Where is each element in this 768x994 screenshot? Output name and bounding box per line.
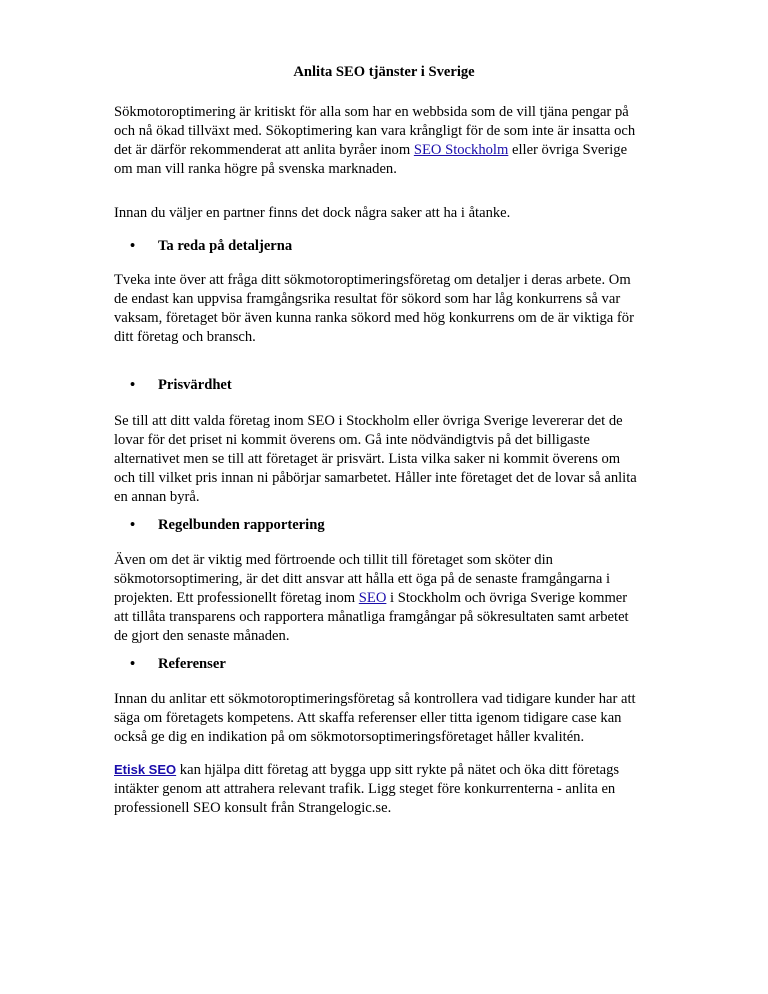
paragraph-line: sökmotorsoptimering, är det ditt ansvar att hålla ett öga på de senaste framgångarna i — [114, 571, 611, 587]
paragraph-line: vaksam, företaget bör även kunna ranka sökord med hög konkurrens om de är viktiga för — [114, 310, 634, 326]
text-span: det är därför rekommenderat att anlita byråer inom — [114, 142, 414, 158]
paragraph-line — [114, 589, 659, 608]
paragraph-line: Tveka inte över att fråga ditt sökmotoroptimeringsföretag om detaljer i deras arbete. Om — [114, 272, 631, 288]
bullet-icon: • — [130, 656, 136, 672]
text-span: eller övriga Sverige — [508, 142, 628, 158]
paragraph-line: lovar för det priset ni kommit överens om. Gå inte nödvändigtvis på det billigaste — [114, 432, 590, 448]
paragraph-line: de endast kan uppvisa framgångsrika resultat för sökord som har låg konkurrens så var — [114, 291, 621, 307]
section-heading: Referenser — [158, 656, 226, 672]
paragraph-line: Innan du anlitar ett sökmotoroptimeringsföretag så kontrollera vad tidigare kunder har att — [114, 691, 636, 707]
paragraph-line: Sökmotoroptimering är kritiskt för alla som har en webbsida som de vill tjäna pengar på — [114, 104, 629, 120]
section-paragraph-details — [114, 271, 659, 347]
paragraph-line: om man vill ranka högre på svenska marknaden. — [114, 161, 397, 177]
paragraph-line: ditt företag och bransch. — [114, 329, 256, 345]
bullet-heading-details — [130, 237, 292, 256]
paragraph-line: och till vilket pris innan ni påbörjar samarbetet. Håller inte företaget det de lovar så anlita — [114, 470, 637, 486]
bullet-heading-pricing — [130, 376, 232, 395]
paragraph-line: också ge dig en indikation på om sökmotorsoptimeringsföretaget håller kvalitén. — [114, 729, 585, 745]
text-span: projekten. Ett professionellt företag inom — [114, 590, 359, 606]
paragraph-line: Se till att ditt valda företag inom SEO i Stockholm eller övriga Sverige levererar det de — [114, 413, 623, 429]
paragraph-line: att tillåta transparens och rapportera månatliga framgångar på sökresultaten samt arbetet — [114, 609, 629, 625]
paragraph-line — [114, 141, 659, 160]
paragraph-line: säga om företagets kompetens. Att skaffa referenser eller titta igenom tidigare case kan — [114, 710, 622, 726]
text-span: kan hjälpa ditt företag att bygga upp sitt rykte på nätet och öka ditt företags — [176, 762, 620, 778]
paragraph-line: Innan du väljer en partner finns det dock några saker att ha i åtanke. — [114, 205, 511, 221]
bullet-icon: • — [130, 517, 136, 533]
paragraph-line — [114, 760, 659, 780]
page-title: Anlita SEO tjänster i Sverige — [293, 64, 475, 80]
intro-paragraph — [114, 103, 659, 179]
paragraph-line: en annan byrå. — [114, 489, 200, 505]
bullet-icon: • — [130, 377, 136, 393]
section-heading: Regelbunden rapportering — [158, 517, 325, 533]
seo-stockholm-link[interactable]: SEO Stockholm — [413, 142, 509, 158]
section-paragraph-reporting — [114, 551, 659, 646]
paragraph-line: och nå ökad tillväxt med. Sökoptimering kan vara krångligt för de som inte är insatta och — [114, 123, 636, 139]
bullet-icon: • — [130, 238, 136, 254]
pre-list-paragraph — [114, 204, 659, 223]
section-paragraph-pricing — [114, 412, 659, 507]
section-heading: Ta reda på detaljerna — [158, 238, 293, 254]
paragraph-line: intäkter genom att attrahera relevant trafik. Ligg steget före konkurrenterna - anlita en — [114, 781, 616, 797]
closing-paragraph — [114, 760, 659, 818]
section-paragraph-references — [114, 690, 659, 747]
paragraph-line: de gjort den senaste månaden. — [114, 628, 290, 644]
section-heading: Prisvärdhet — [158, 377, 232, 393]
paragraph-line: alternativet men se till att företaget är prisvärt. Lista vilka saker ni kommit överens om — [114, 451, 621, 467]
bullet-heading-reporting — [130, 516, 325, 535]
bullet-heading-references — [130, 655, 226, 674]
etisk-seo-link[interactable]: Etisk SEO — [114, 762, 177, 777]
text-span: i Stockholm och övriga Sverige kommer — [386, 590, 628, 606]
paragraph-line: Även om det är viktig med förtroende och tillit till företaget som sköter din — [114, 552, 553, 568]
paragraph-line: professionell SEO konsult från Strangelogic.se. — [114, 800, 392, 816]
seo-link[interactable]: SEO — [358, 590, 387, 606]
